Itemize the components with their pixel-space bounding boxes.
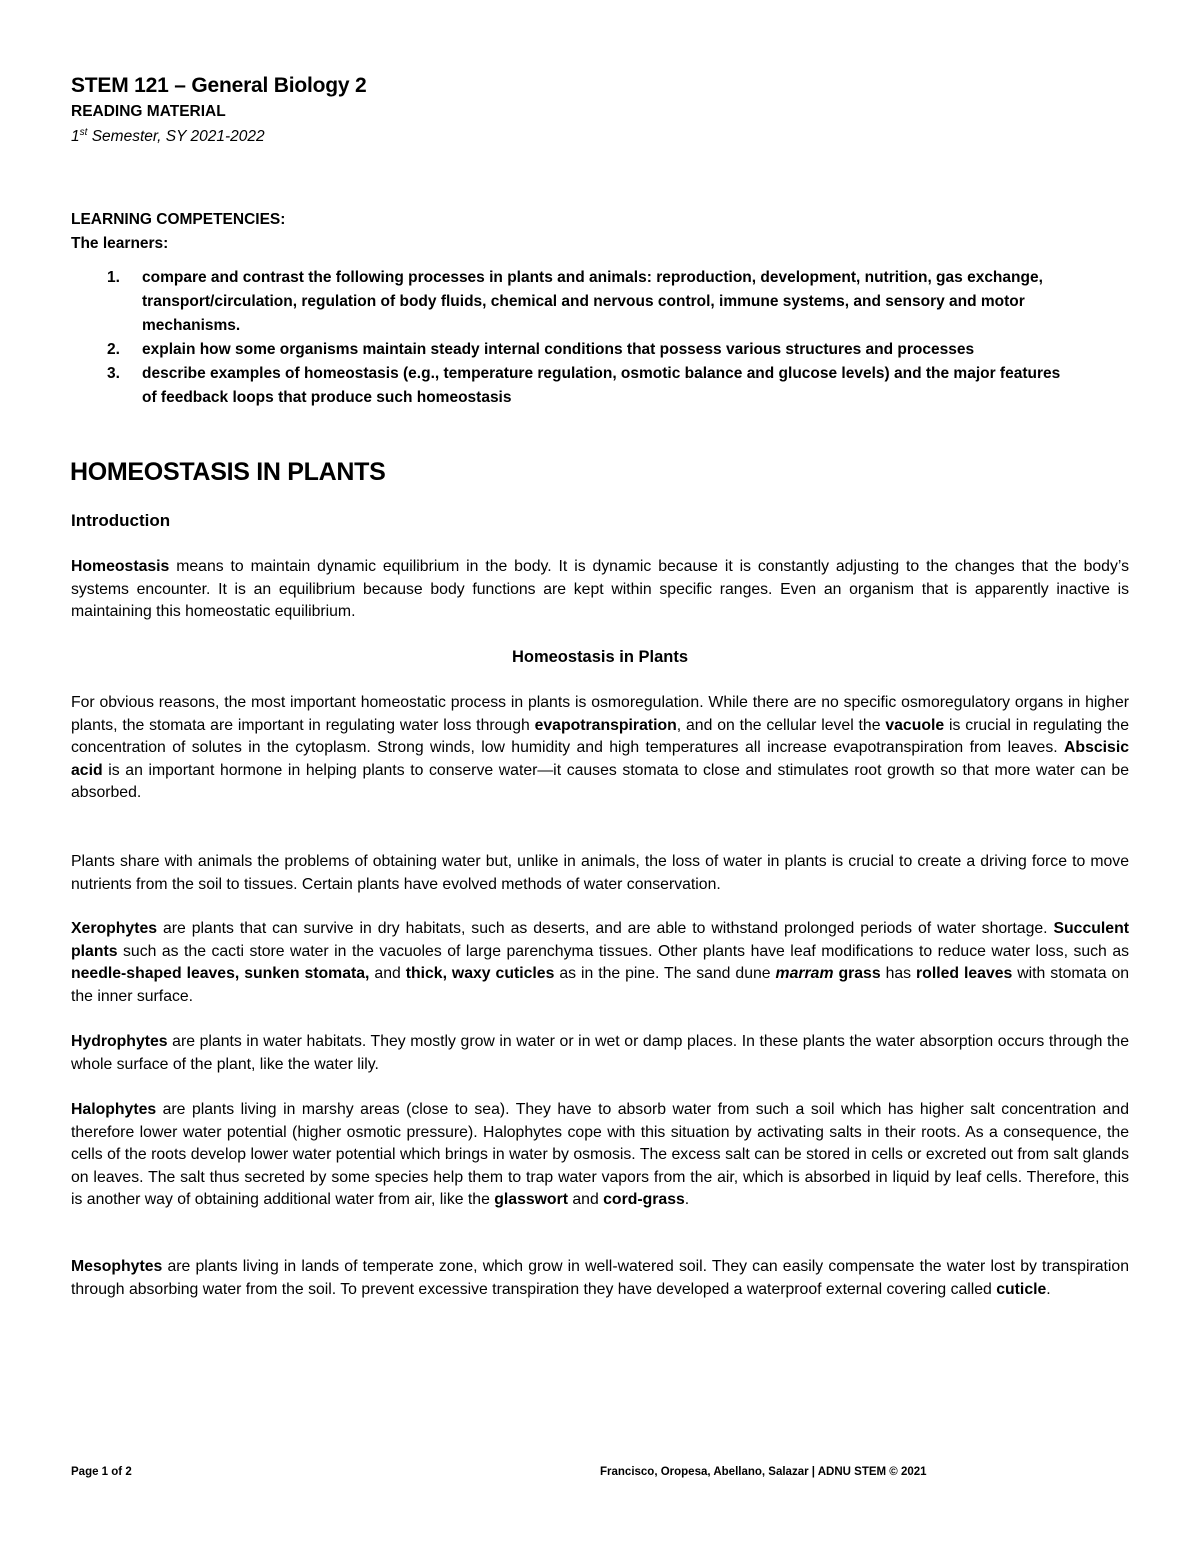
mesophytes-paragraph: Mesophytes are plants living in lands of temperate zone, which grow in well-watered soil. They can easily compensate the water lost by transpiration through absorbing water from the soil. To prevent excessive transpiration they have developed a waterproof external covering called cuticle. [71,1258,1129,1298]
introduction-paragraph: Homeostasis means to maintain dynamic equilibrium in the body. It is dynamic because it is constantly adjusting to the changes that the body’s systems encounter. It is an equilibrium because body functions are kept within specific ranges. Even an organism that is apparently inactive is maintaining this homeostatic equilibrium. [71,558,1129,621]
page-number: Page 1 of 2 [71,1466,132,1478]
section-heading-introduction: Introduction [71,511,171,530]
footer-credits: Francisco, Oropesa, Abellano, Salazar | ADNU STEM © 2021 [600,1466,927,1478]
subheading-homeostasis-in-plants: Homeostasis in Plants [511,648,689,666]
material-type: READING MATERIAL [71,103,226,120]
halophytes-paragraph: Halophytes are plants living in marshy areas (close to sea). They have to absorb water from such a soil which has higher salt concentration and therefore lower water potential (higher osmotic pressure). Halophytes cope with this situation by activating salts in their roots. As a consequence, the cells of the roots develop lower water potential which brings in water by osmosis. The excess salt can be stored in cells or excreted out from salt glands on leaves. The salt thus secreted by some species help them to trap water vapors from the air, which is absorbed in liquid by leaf cells. Therefore, this is another way of obtaining additional water from air, like the glasswort and cord-grass. [71,1101,1129,1209]
xerophytes-paragraph: Xerophytes are plants that can survive in dry habitats, such as deserts, and are able to withstand prolonged periods of water shortage. Succulent plants such as the cacti store water in the vacuoles of large parenchyma tissues. Other plants have leaf modifications to reduce water loss, such as needle-shaped leaves, sunken stomata, and thick, waxy cuticles as in the pine. The sand dune marram grass has rolled leaves with stomata on the inner surface. [71,920,1130,1005]
competencies-list [71,266,1071,410]
course-title: STEM 121 – General Biology 2 [71,74,367,97]
competency-item: 1. compare and contrast the following processes in plants and animals: reproduction, development, nutrition, gas exchange, transport/circulation, regulation of body fluids, chemical and nervous control, immune systems, and sensory and motor mechanisms. [107,269,1043,334]
competency-item: 3. describe examples of homeostasis (e.g., temperature regulation, osmotic balance and glucose levels) and the major features of feedback loops that produce such homeostasis [107,365,1061,406]
competencies-intro: The learners: [71,235,169,252]
competencies-heading: LEARNING COMPETENCIES: [71,211,286,228]
learning-competencies [71,208,1071,410]
competency-item: 2. explain how some organisms maintain steady internal conditions that possess various structures and processes [107,341,975,358]
hydrophytes-paragraph: Hydrophytes are plants in water habitats. They mostly grow in water or in wet or damp places. In these plants the water absorption occurs through the whole surface of the plant, like the water lily. [71,1033,1129,1073]
page-title: HOMEOSTASIS IN PLANTS [70,458,386,486]
semester-line: 1st Semester, SY 2021-2022 [71,127,265,146]
water-conservation-paragraph: Plants share with animals the problems of obtaining water but, unlike in animals, the loss of water in plants is crucial to create a driving force to move nutrients from the soil to tissues. Certain plants have evolved methods of water conservation. [71,853,1129,893]
osmoregulation-paragraph: For obvious reasons, the most important homeostatic process in plants is osmoregulation. While there are no specific osmoregulatory organs in higher plants, the stomata are important in regulating water loss through evapotranspiration, and on the cellular level the vacuole is crucial in regulating the concentration of solutes in the cytoplasm. Strong winds, low humidity and high temperatures all increase evapotranspiration from leaves. Abscisic acid is an important hormone in helping plants to conserve water—it causes stomata to close and stimulates root growth so that more water can be absorbed. [71,694,1129,802]
